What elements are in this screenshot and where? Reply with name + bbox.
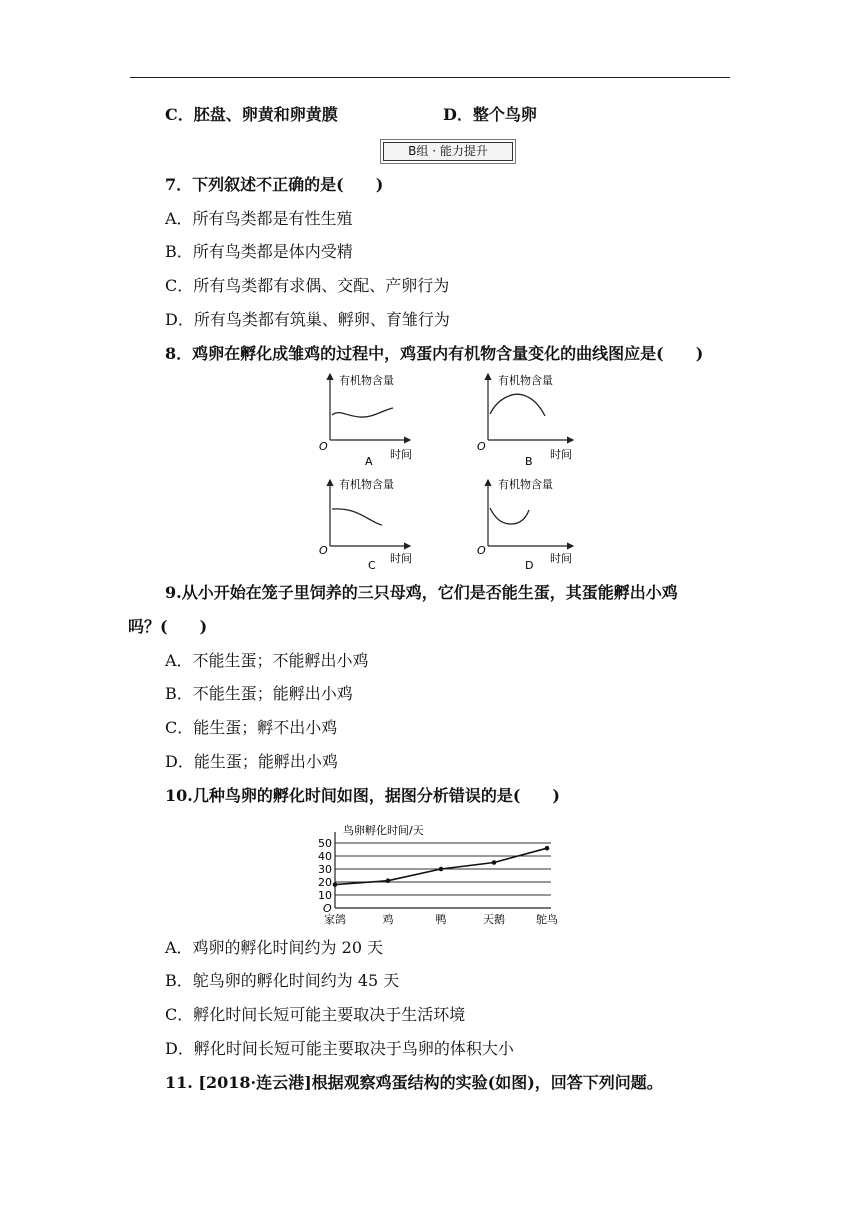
- graph-c: [319, 477, 412, 572]
- q7-option-c: C．所有鸟类都有求偶、交配、产卵行为: [165, 276, 450, 295]
- graph-d-ylabel: 有机物含量: [498, 478, 553, 491]
- graph-a-xlabel: 时间: [390, 448, 412, 461]
- y-tick-label: 40: [318, 850, 332, 863]
- option-c-prev: C．胚盘、卵黄和卵黄膜: [165, 105, 338, 124]
- graph-a-ylabel: 有机物含量: [339, 374, 394, 387]
- graph-a-curve: [332, 408, 393, 417]
- graph-b: [477, 373, 573, 468]
- graph-b-ylabel: 有机物含量: [498, 374, 553, 387]
- y-tick-label: 50: [318, 837, 332, 850]
- q9-stem-line1: 9.从小开始在笼子里饲养的三只母鸡，它们是否能生蛋，其蛋能孵出小鸡: [165, 583, 678, 602]
- y-tick-label: 20: [318, 876, 332, 889]
- x-tick-label: 鸭: [435, 913, 447, 926]
- graph-d-origin: O: [477, 544, 486, 557]
- graph-b-xlabel: 时间: [550, 448, 572, 461]
- data-point: [333, 882, 338, 887]
- graph-d-xlabel: 时间: [550, 552, 572, 565]
- x-tick-label: 天鹅: [483, 913, 505, 926]
- graph-b-curve: [490, 394, 545, 416]
- y-tick-label: 30: [318, 863, 332, 876]
- graph-c-xlabel: 时间: [390, 552, 412, 565]
- graph-a-letter: A: [365, 455, 373, 468]
- data-point: [545, 846, 550, 851]
- graph-b-letter: B: [525, 455, 533, 468]
- graph-a-origin: O: [319, 440, 328, 453]
- series-line: [335, 848, 547, 884]
- chart-y-title: 鸟卵孵化时间/天: [343, 824, 424, 837]
- graph-d-letter: D: [525, 559, 534, 572]
- q9-option-b: B．不能生蛋；能孵出小鸡: [165, 684, 353, 703]
- q9-option-c: C．能生蛋；孵不出小鸡: [165, 718, 338, 737]
- header-rule: [130, 77, 730, 78]
- data-point: [492, 860, 497, 865]
- hatch-time-chart: [315, 812, 565, 928]
- q11-stem: 11. [2018·连云港]根据观察鸡蛋结构的实验(如图)，回答下列问题。: [165, 1073, 663, 1092]
- graph-b-origin: O: [477, 440, 486, 453]
- chart-x-ticks: [324, 912, 558, 926]
- q8-graphs: [315, 368, 595, 580]
- q10-option-b: B．鸵鸟卵的孵化时间约为 45 天: [165, 971, 400, 990]
- graph-c-letter: C: [368, 559, 376, 572]
- option-d-prev: D．整个鸟卵: [443, 105, 537, 124]
- graph-c-origin: O: [319, 544, 328, 557]
- q9-stem-line2: 吗？( ): [128, 617, 208, 636]
- q9-option-a: A．不能生蛋；不能孵出小鸡: [165, 651, 369, 670]
- x-tick-label: 鸡: [382, 913, 394, 926]
- q8-stem: 8．鸡卵在孵化成雏鸡的过程中，鸡蛋内有机物含量变化的曲线图应是( ): [165, 344, 704, 363]
- data-point: [439, 867, 444, 872]
- q9-option-d: D．能生蛋；能孵出小鸡: [165, 752, 338, 771]
- data-point: [386, 878, 391, 883]
- chart-y-ticks: [318, 837, 332, 902]
- q7-option-a: A．所有鸟类都是有性生殖: [165, 209, 353, 228]
- q10-option-d: D．孵化时间长短可能主要取决于鸟卵的体积大小: [165, 1039, 514, 1058]
- graph-d: [477, 477, 573, 572]
- q7-stem: 7．下列叙述不正确的是( ): [165, 175, 384, 194]
- graph-d-curve: [490, 508, 529, 524]
- section-badge: B组 · 能力提升: [383, 142, 513, 161]
- y-tick-label: 10: [318, 889, 332, 902]
- graph-c-ylabel: 有机物含量: [339, 478, 394, 491]
- q7-option-d: D．所有鸟类都有筑巢、孵卵、育雏行为: [165, 310, 450, 329]
- q10-option-a: A．鸡卵的孵化时间约为 20 天: [165, 938, 384, 957]
- q10-stem: 10.几种鸟卵的孵化时间如图，据图分析错误的是( ): [165, 786, 560, 805]
- q7-option-b: B．所有鸟类都是体内受精: [165, 242, 353, 261]
- chart-origin: O: [323, 902, 332, 915]
- x-tick-label: 鸵鸟: [536, 913, 558, 926]
- graph-a: [319, 373, 412, 468]
- graph-c-curve: [332, 509, 382, 525]
- x-tick-label: 家鸽: [324, 913, 346, 926]
- series-points: [333, 846, 550, 887]
- q10-option-c: C．孵化时间长短可能主要取决于生活环境: [165, 1005, 466, 1024]
